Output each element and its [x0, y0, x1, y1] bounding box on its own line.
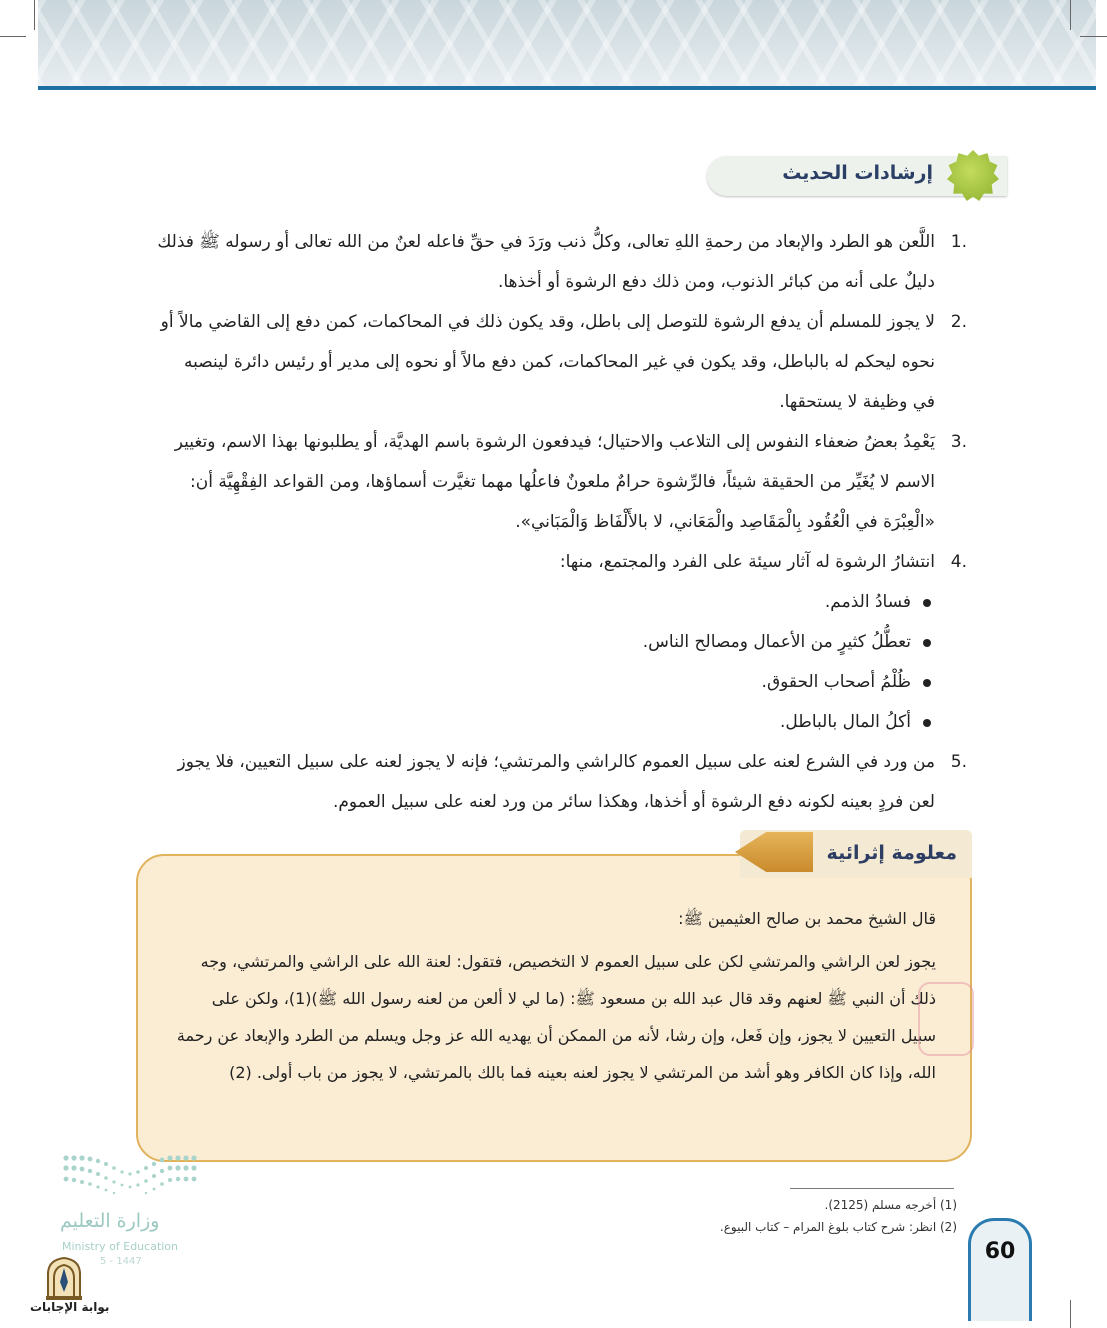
item-number: .1 [950, 232, 967, 252]
answers-portal-label: بوابة الإجابات [30, 1300, 110, 1314]
answers-portal-logo-icon [40, 1254, 88, 1302]
item-number: .4 [950, 552, 967, 572]
ministry-year: 5 - 1447 [100, 1256, 142, 1267]
guidance-item-2 [157, 302, 967, 422]
info-intro: قال الشيخ محمد بن صالح العثيمين ﷺ: [678, 909, 936, 928]
crop-mark [1080, 36, 1107, 37]
footnote-2: (2) انظر: شرح كتاب بلوغ المرام – كتاب البيوع. [719, 1220, 957, 1234]
crop-mark [1070, 1300, 1071, 1328]
ministry-logo-dots-icon [62, 1154, 198, 1202]
item-text: يَعْمِدُ بعضُ ضعفاء النفوس إلى التلاعب والاحتيال؛ فيدفعون الرشوة باسم الهديَّة، أو يطلبونها بهذا الاسم، وتغيير الاسم لا يُغَيِّر من الحقيقة شيئاً، فالرِّشوة حرامٌ ملعونٌ فاعلُها مهما تغيَّرت أسماؤها، ومن القواعد الفِقْهِيَّة أن: «الْعِبْرَة في الْعُقُود بِالْمَقَاصِد والْمَعَاني، لا بالأَلْفَاظ وَالْمَبَاني». [174, 432, 935, 532]
bullet-item: تعطُّلُ كثيرٍ من الأعمال ومصالح الناس. [157, 622, 931, 662]
guidance-item-4 [157, 542, 967, 582]
item-number: .5 [950, 752, 967, 772]
crop-mark [0, 36, 26, 37]
section-heading [667, 150, 1007, 202]
header-pattern-banner [38, 0, 1096, 86]
info-body: يجوز لعن الراشي والمرتشي لكن على سبيل العموم لا التخصيص، فتقول: لعنة الله على الراشي والمرتشي، وجه ذلك أن النبي ﷺ لعنهم وقد قال عبد الله بن مسعود ﷺ: (ما لي لا ألعن من لعنه رسول الله ﷺ)(1)، ولكن على سبيل التعيين لا يجوز، وإن فَعل، وإن رشا، لأنه من الممكن أن يهديه الله عز وجل ويسلم من الطرد والإبعاد عن رحمة الله، وإذا كان الكافر وهو أشد من المرتشي لا يجوز لعنه بعينه فما بالك بالمرتشي، لا يجوز من باب أولى. (2) [176, 952, 936, 1082]
faded-stamp-icon [918, 982, 974, 1056]
bullet-item: أكلُ المال بالباطل. [157, 702, 931, 742]
ministry-name-en: Ministry of Education [62, 1240, 179, 1253]
footnotes [720, 1194, 957, 1238]
bullet-item: فسادُ الذمم. [157, 582, 931, 622]
item-text: انتشارُ الرشوة له آثار سيئة على الفرد والمجتمع، منها: [559, 552, 935, 572]
item-text: اللَّعن هو الطرد والإبعاد من رحمةِ اللهِ تعالى، وكلُّ ذنب ورَدَ في حقِّ فاعله لعنٌ من الله تعالى أو رسوله ﷺ فذلك دليلٌ على أنه من كبائر الذنوب، ومن ذلك دفع الرشوة أو أخذها. [157, 232, 935, 292]
enrichment-info-box [136, 854, 972, 1162]
crop-mark [34, 0, 35, 30]
section-title: إرشادات الحديث [782, 162, 933, 184]
guidance-list [157, 222, 967, 822]
item-number: .2 [950, 312, 967, 332]
enrichment-title: معلومة إثرائية [826, 842, 957, 864]
item-text: من ورد في الشرع لعنه على سبيل العموم كالراشي والمرتشي؛ فإنه لا يجوز لعنه على سبيل التعيين، فلا يجوز لعن فردٍ بعينه لكونه دفع الرشوة أو أخذها، وهكذا سائر من ورد لعنه على سبيل العموم. [177, 752, 935, 812]
guidance-item-1 [157, 222, 967, 302]
footnote-1: (1) أخرجه مسلم (2125). [824, 1198, 957, 1212]
guidance-item-5 [157, 742, 967, 822]
effects-bullet-list [157, 582, 967, 742]
crop-mark [1070, 0, 1071, 30]
item-text: لا يجوز للمسلم أن يدفع الرشوة للتوصل إلى باطل، وقد يكون ذلك في المحاكمات، كمن دفع إلى القاضي مالاً أو نحوه ليحكم له بالباطل، وقد يكون في غير المحاكمات، كمن دفع مالاً أو نحوه إلى مدير أو رئيس دائرة لينصبه في وظيفة لا يستحقها. [160, 312, 935, 412]
ministry-name-ar: وزارة التعليم [60, 1210, 160, 1232]
bullet-item: ظُلْمُ أصحاب الحقوق. [157, 662, 931, 702]
page-number-tab [968, 1218, 1032, 1321]
page-number: 60 [984, 1239, 1016, 1264]
header-rule [38, 86, 1096, 90]
item-number: .3 [950, 432, 967, 452]
guidance-item-3 [157, 422, 967, 542]
footnote-divider [790, 1188, 954, 1189]
